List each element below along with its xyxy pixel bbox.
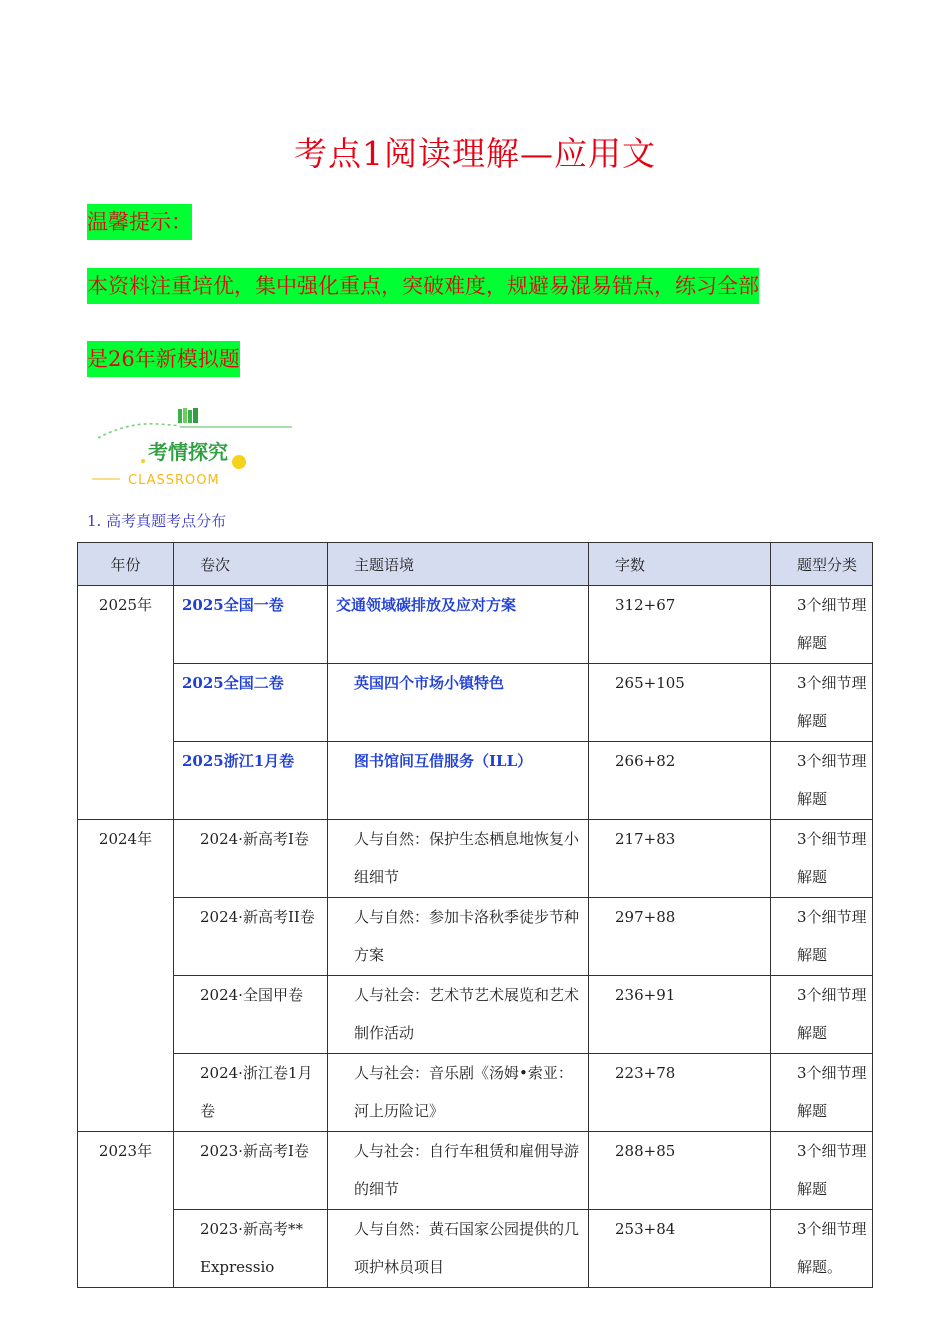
logo-subtext: CLASSROOM xyxy=(128,473,220,488)
paper-cell: 2023·新高考** Expressio xyxy=(174,1210,328,1288)
paper-cell: 2025浙江1月卷 xyxy=(174,742,328,820)
words-cell: 253+84 xyxy=(589,1210,771,1288)
topic-cell: 英国四个市场小镇特色 xyxy=(328,664,589,742)
table-row xyxy=(78,1210,873,1288)
paper-cell: 2023·新高考I卷 xyxy=(174,1132,328,1210)
section-title: 1. 高考真题考点分布 xyxy=(87,512,227,530)
words-cell: 236+91 xyxy=(589,976,771,1054)
words-cell: 217+83 xyxy=(589,820,771,898)
table-row xyxy=(78,742,873,820)
col-topic: 主题语境 xyxy=(328,543,589,586)
page-title: 考点1阅读理解—应用文 xyxy=(294,134,656,173)
type-cell: 3个细节理解题 xyxy=(771,976,873,1054)
year-cell: 2025年 xyxy=(78,586,174,820)
table-row xyxy=(78,820,873,898)
words-cell: 223+78 xyxy=(589,1054,771,1132)
year-cell: 2023年 xyxy=(78,1132,174,1288)
table-row xyxy=(78,976,873,1054)
paper-cell: 2025全国一卷 xyxy=(174,586,328,664)
type-cell: 3个细节理解题 xyxy=(771,898,873,976)
col-year: 年份 xyxy=(78,543,174,586)
topic-cell: 人与自然：保护生态栖息地恢复小组细节 xyxy=(328,820,589,898)
table-row xyxy=(78,664,873,742)
table-row xyxy=(78,898,873,976)
topic-cell: 人与自然：参加卡洛秋季徒步节种方案 xyxy=(328,898,589,976)
table-header-row xyxy=(78,543,873,586)
table-row xyxy=(78,1054,873,1132)
words-cell: 288+85 xyxy=(589,1132,771,1210)
paper-cell: 2025全国二卷 xyxy=(174,664,328,742)
col-words: 字数 xyxy=(589,543,771,586)
type-cell: 3个细节理解题 xyxy=(771,1132,873,1210)
topic-cell: 人与社会：艺术节艺术展览和艺术制作活动 xyxy=(328,976,589,1054)
table-row xyxy=(78,586,873,664)
topic-cell: 交通领域碳排放及应对方案 xyxy=(328,586,589,664)
type-cell: 3个细节理解题 xyxy=(771,742,873,820)
col-paper: 卷次 xyxy=(174,543,328,586)
type-cell: 3个细节理解题 xyxy=(771,664,873,742)
paper-cell: 2024·新高考I卷 xyxy=(174,820,328,898)
type-cell: 3个细节理解题 xyxy=(771,1054,873,1132)
words-cell: 312+67 xyxy=(589,586,771,664)
words-cell: 297+88 xyxy=(589,898,771,976)
type-cell: 3个细节理解题 xyxy=(771,586,873,664)
note-line-2: 是26年新模拟题 xyxy=(87,343,240,373)
paper-cell: 2024·浙江卷1月卷 xyxy=(174,1054,328,1132)
topic-cell: 人与自然：黄石国家公园提供的几项护林员项目 xyxy=(328,1210,589,1288)
words-cell: 266+82 xyxy=(589,742,771,820)
words-cell: 265+105 xyxy=(589,664,771,742)
type-cell: 3个细节理解题。 xyxy=(771,1210,873,1288)
type-cell: 3个细节理解题 xyxy=(771,820,873,898)
exam-distribution-table xyxy=(77,542,873,1288)
table-row xyxy=(78,1132,873,1210)
note-line-1: 本资料注重培优，集中强化重点，突破难度，规避易混易错点，练习全部 xyxy=(87,270,759,300)
classroom-logo xyxy=(88,404,298,494)
paper-cell: 2024·全国甲卷 xyxy=(174,976,328,1054)
year-cell: 2024年 xyxy=(78,820,174,1132)
topic-cell: 人与社会：自行车租赁和雇佣导游的细节 xyxy=(328,1132,589,1210)
tip-label: 温馨提示： xyxy=(87,206,192,236)
logo-text: 考情探究 xyxy=(148,440,228,464)
paper-cell: 2024·新高考II卷 xyxy=(174,898,328,976)
book-icon xyxy=(178,409,182,423)
topic-cell: 人与社会：音乐剧《汤姆•索亚：河上历险记》 xyxy=(328,1054,589,1132)
col-type: 题型分类 xyxy=(771,543,873,586)
topic-cell: 图书馆间互借服务（ILL） xyxy=(328,742,589,820)
